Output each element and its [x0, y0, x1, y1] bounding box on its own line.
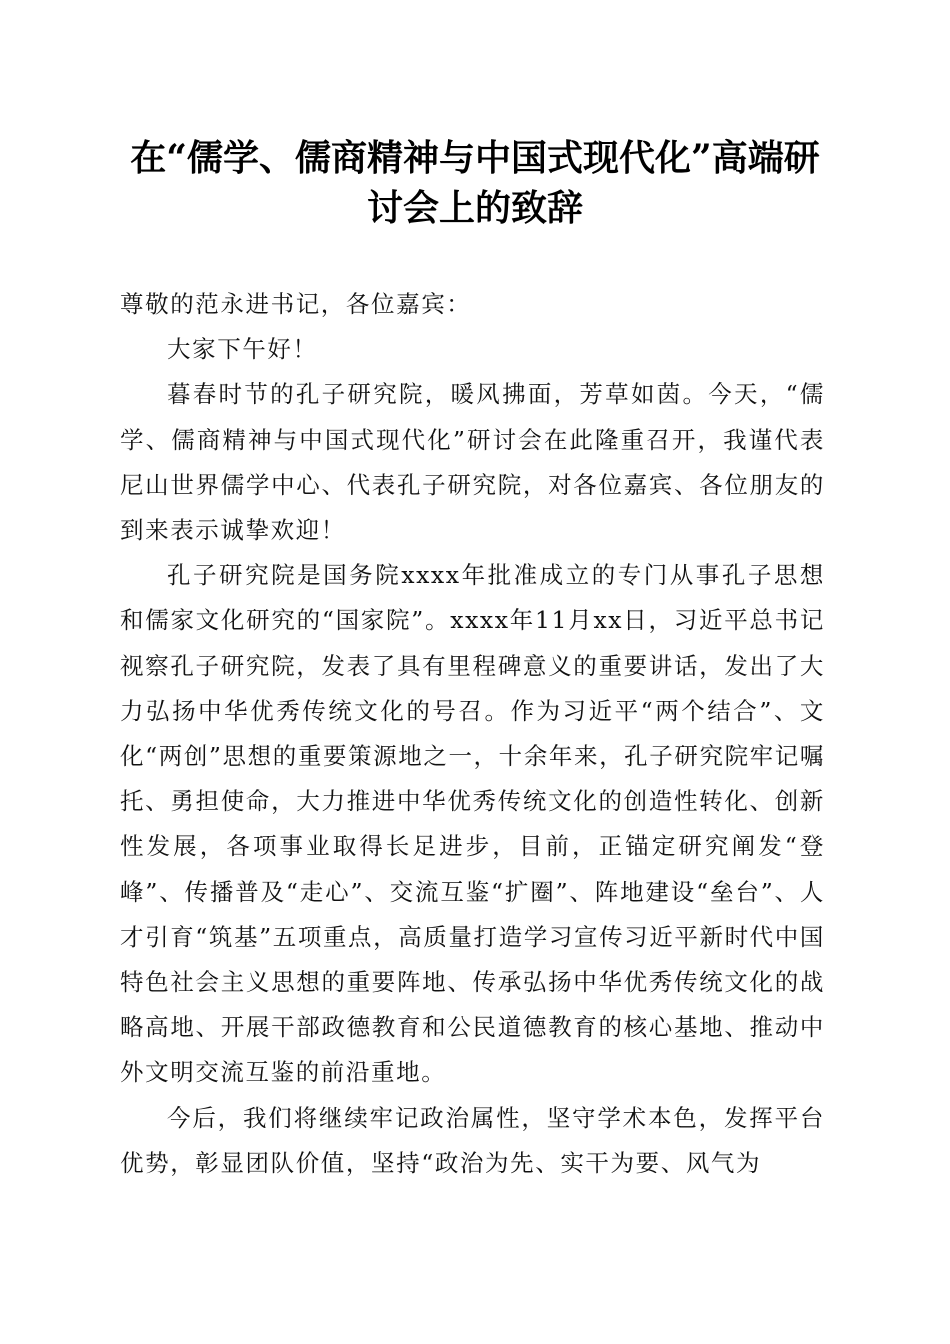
- paragraph-greeting: 大家下午好！: [167, 335, 318, 364]
- salutation: 尊敬的范永进书记，各位嘉宾：: [120, 290, 472, 318]
- paragraph-institute: 孔子研究院是国务院xxxx年批准成立的专门从事孔子思想和儒家文化研究的“国家院”。xxxx年11月xx日，习近平总书记视察孔子研究院，发表了具有里程碑意义的重要讲话，发出了大力弘扬中华优秀传统文化的号召。作为习近平“两个结合”、文化“两创”思想的重要策源地之一，十余年来，孔子研究院牢记嘱托、勇担使命，大力推进中华优秀传统文化的创造性转化、创新性发展，各项事业取得长足进步，目前，正锚定研究阐发“登峰”、传播普及“走心”、交流互鉴“扩圈”、阵地建设“垒台”、人才引育“筑基”五项重点，高质量打造学习宣传习近平新时代中国特色社会主义思想的重要阵地、传承弘扬中华优秀传统文化的战略高地、开展干部政德教育和公民道德教育的核心基地、推动中外文明交流互鉴的前沿重地。: [120, 561, 825, 1087]
- document-title: [110, 133, 840, 233]
- paragraph-future: 今后，我们将继续牢记政治属性，坚守学术本色，发挥平台优势，彰显团队价值，坚持“政治为先、实干为要、风气为: [120, 1103, 825, 1177]
- paragraph-welcome: 暮春时节的孔子研究院，暖风拂面，芳草如茵。今天，“儒学、儒商精神与中国式现代化”研讨会在此隆重召开，我谨代表尼山世界儒学中心、代表孔子研究院，对各位嘉宾、各位朋友的到来表示诚挚欢迎！: [120, 380, 825, 545]
- document-body: [120, 282, 825, 1186]
- title-line-2: 讨会上的致辞: [366, 187, 583, 229]
- title-line-1: 在“儒学、儒商精神与中国式现代化”高端研: [130, 137, 820, 179]
